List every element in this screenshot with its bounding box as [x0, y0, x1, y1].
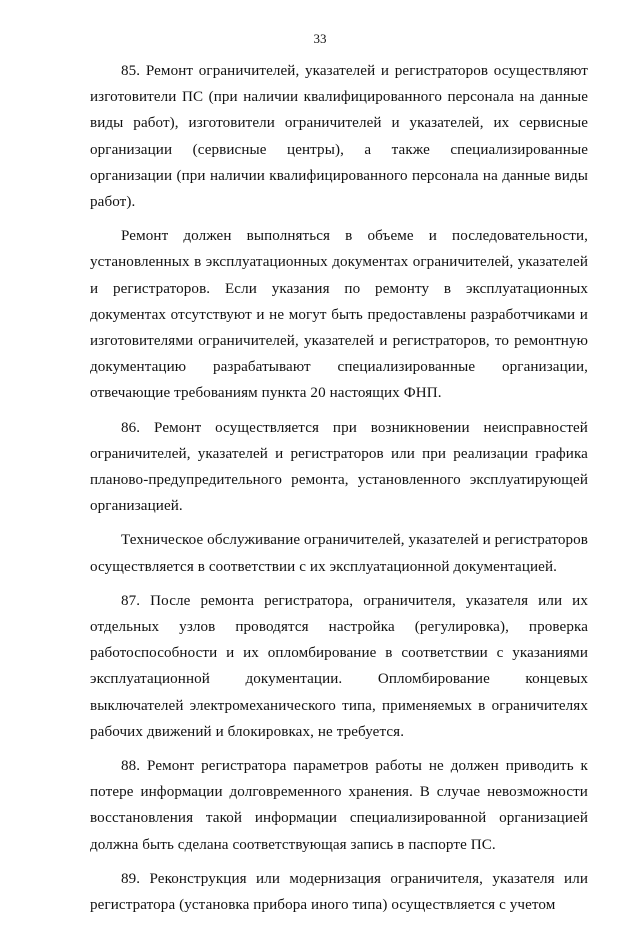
- paragraph-maintenance: Техническое обслуживание ограничителей, указателей и регистраторов осуществляется в соответствии с их эксплуатационной документацией.: [90, 532, 588, 575]
- paragraph-89: 89. Реконструкция или модернизация ограничителя, указателя или регистратора (установка прибора иного типа) осуществляется с учетом: [90, 870, 588, 914]
- paragraph-repair-procedure: Ремонт должен выполняться в объеме и последовательности, установленных в эксплуатационных документах ограничителей, указателей и регистраторов. Если указания по ремонту в эксплуатационных документах отсутствуют и не могут быть предоставлены разработчиками и изготовителями ограничителей, указателей и регистраторов, то ремонтную документацию разрабатывают специализированные организации, отвечающие требованиям пункта 20 настоящих ФНП.: [90, 228, 588, 402]
- paragraph-87: 87. После ремонта регистратора, ограничителя, указателя или их отдельных узлов проводятся настройка (регулировка), проверка работоспособности и их опломбирование в соответствии с указаниями эксплуатационной документации. Опломбирование концевых выключателей электромеханического типа, применяемых в ограничителях рабочих движений и блокировках, не требуется.: [90, 592, 588, 740]
- paragraph-86: 86. Ремонт осуществляется при возникновении неисправностей ограничителей, указателей и регистраторов или при реализации графика планово-предупредительного ремонта, установленного эксплуатирующей организацией.: [90, 419, 588, 515]
- paragraph-85: 85. Ремонт ограничителей, указателей и регистраторов осуществляют изготовители ПС (при наличии квалифицированного персонала на данные виды работ), изготовители ограничителей и указателей, их сервисные организации (сервисные центры), а также специализированные организации (при наличии квалифицированного персонала на данные виды работ).: [90, 63, 588, 211]
- page-number: 33: [313, 31, 327, 46]
- paragraph-88: 88. Ремонт регистратора параметров работы не должен приводить к потере информации долговременного хранения. В случае невозможности восстановления такой информации специализированной организацией должна быть сделана соответствующая запись в паспорте ПС.: [90, 758, 588, 853]
- document-body: [90, 58, 588, 926]
